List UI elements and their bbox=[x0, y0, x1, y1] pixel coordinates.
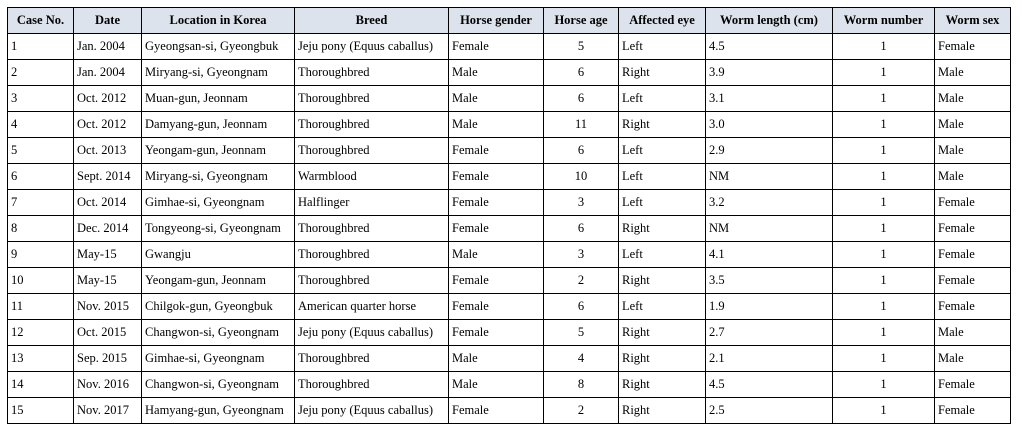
cell-date: Oct. 2014 bbox=[74, 190, 142, 216]
cell-case-no: 10 bbox=[8, 268, 74, 294]
cell-case-no: 9 bbox=[8, 242, 74, 268]
cell-worm-length: 2.1 bbox=[706, 346, 833, 372]
cell-worm-number: 1 bbox=[833, 398, 935, 424]
cell-breed: Thoroughbred bbox=[295, 216, 449, 242]
cell-breed: Jeju pony (Equus caballus) bbox=[295, 320, 449, 346]
cell-worm-sex: Male bbox=[935, 138, 1011, 164]
table-row bbox=[8, 242, 1011, 268]
cell-horse-age: 6 bbox=[544, 86, 619, 112]
cell-affected-eye: Left bbox=[619, 138, 706, 164]
cell-horse-age: 6 bbox=[544, 60, 619, 86]
cell-worm-sex: Male bbox=[935, 346, 1011, 372]
cell-case-no: 13 bbox=[8, 346, 74, 372]
cell-worm-length: 1.9 bbox=[706, 294, 833, 320]
table-row bbox=[8, 216, 1011, 242]
cell-horse-gender: Female bbox=[449, 398, 544, 424]
table-row bbox=[8, 164, 1011, 190]
cell-horse-age: 6 bbox=[544, 216, 619, 242]
cell-worm-length: NM bbox=[706, 164, 833, 190]
cell-date: Sep. 2015 bbox=[74, 346, 142, 372]
cell-date: May-15 bbox=[74, 268, 142, 294]
cell-worm-number: 1 bbox=[833, 164, 935, 190]
cell-worm-number: 1 bbox=[833, 34, 935, 60]
cell-breed: Thoroughbred bbox=[295, 112, 449, 138]
table-row bbox=[8, 86, 1011, 112]
table-row bbox=[8, 190, 1011, 216]
cell-horse-gender: Male bbox=[449, 86, 544, 112]
table-row bbox=[8, 398, 1011, 424]
cell-worm-sex: Female bbox=[935, 372, 1011, 398]
cell-horse-gender: Male bbox=[449, 112, 544, 138]
cell-worm-number: 1 bbox=[833, 320, 935, 346]
cell-case-no: 1 bbox=[8, 34, 74, 60]
cell-horse-age: 5 bbox=[544, 320, 619, 346]
cell-affected-eye: Right bbox=[619, 372, 706, 398]
cell-breed: Warmblood bbox=[295, 164, 449, 190]
column-header-breed: Breed bbox=[295, 8, 449, 34]
cell-location: Yeongam-gun, Jeonnam bbox=[142, 138, 295, 164]
cell-location: Gwangju bbox=[142, 242, 295, 268]
cell-affected-eye: Left bbox=[619, 34, 706, 60]
cell-worm-length: 3.0 bbox=[706, 112, 833, 138]
cell-horse-gender: Female bbox=[449, 268, 544, 294]
cell-horse-age: 2 bbox=[544, 268, 619, 294]
cell-affected-eye: Right bbox=[619, 398, 706, 424]
cell-case-no: 2 bbox=[8, 60, 74, 86]
column-header-horse-gender: Horse gender bbox=[449, 8, 544, 34]
cell-breed: Halflinger bbox=[295, 190, 449, 216]
column-header-date: Date bbox=[74, 8, 142, 34]
cell-location: Changwon-si, Gyeongnam bbox=[142, 372, 295, 398]
cell-worm-length: 3.1 bbox=[706, 86, 833, 112]
cell-case-no: 3 bbox=[8, 86, 74, 112]
cell-worm-sex: Female bbox=[935, 34, 1011, 60]
cell-case-no: 15 bbox=[8, 398, 74, 424]
cell-worm-number: 1 bbox=[833, 86, 935, 112]
cell-horse-age: 5 bbox=[544, 34, 619, 60]
cell-horse-gender: Male bbox=[449, 242, 544, 268]
cell-worm-number: 1 bbox=[833, 216, 935, 242]
cell-breed: Thoroughbred bbox=[295, 242, 449, 268]
cell-affected-eye: Left bbox=[619, 190, 706, 216]
cell-worm-sex: Male bbox=[935, 60, 1011, 86]
cell-location: Chilgok-gun, Gyeongbuk bbox=[142, 294, 295, 320]
cell-location: Gimhae-si, Gyeongnam bbox=[142, 346, 295, 372]
cell-horse-gender: Female bbox=[449, 164, 544, 190]
cell-worm-sex: Male bbox=[935, 86, 1011, 112]
cell-worm-sex: Male bbox=[935, 112, 1011, 138]
cell-location: Gimhae-si, Gyeongnam bbox=[142, 190, 295, 216]
table-row bbox=[8, 60, 1011, 86]
cell-location: Yeongam-gun, Jeonnam bbox=[142, 268, 295, 294]
cell-date: Oct. 2012 bbox=[74, 112, 142, 138]
cell-location: Hamyang-gun, Gyeongnam bbox=[142, 398, 295, 424]
cell-case-no: 4 bbox=[8, 112, 74, 138]
cell-worm-length: 4.1 bbox=[706, 242, 833, 268]
column-header-case-no: Case No. bbox=[8, 8, 74, 34]
cell-breed: American quarter horse bbox=[295, 294, 449, 320]
table-row bbox=[8, 112, 1011, 138]
cell-horse-age: 10 bbox=[544, 164, 619, 190]
cell-horse-age: 6 bbox=[544, 138, 619, 164]
cell-worm-length: 3.2 bbox=[706, 190, 833, 216]
cell-affected-eye: Right bbox=[619, 268, 706, 294]
cell-date: Oct. 2013 bbox=[74, 138, 142, 164]
cell-location: Miryang-si, Gyeongnam bbox=[142, 60, 295, 86]
cell-horse-gender: Male bbox=[449, 346, 544, 372]
cell-worm-length: NM bbox=[706, 216, 833, 242]
column-header-horse-age: Horse age bbox=[544, 8, 619, 34]
cell-affected-eye: Left bbox=[619, 242, 706, 268]
cell-breed: Thoroughbred bbox=[295, 138, 449, 164]
cell-worm-number: 1 bbox=[833, 346, 935, 372]
cell-affected-eye: Left bbox=[619, 164, 706, 190]
header-row bbox=[8, 8, 1011, 34]
cell-worm-sex: Female bbox=[935, 216, 1011, 242]
table-container bbox=[7, 7, 1011, 424]
cell-breed: Thoroughbred bbox=[295, 268, 449, 294]
table-body bbox=[8, 34, 1011, 424]
cell-date: Nov. 2016 bbox=[74, 372, 142, 398]
cell-location: Damyang-gun, Jeonnam bbox=[142, 112, 295, 138]
cases-table bbox=[7, 7, 1011, 424]
cell-horse-gender: Female bbox=[449, 320, 544, 346]
cell-affected-eye: Left bbox=[619, 86, 706, 112]
cell-affected-eye: Right bbox=[619, 216, 706, 242]
cell-location: Muan-gun, Jeonnam bbox=[142, 86, 295, 112]
cell-date: Oct. 2015 bbox=[74, 320, 142, 346]
cell-case-no: 12 bbox=[8, 320, 74, 346]
cell-worm-sex: Female bbox=[935, 268, 1011, 294]
cell-date: Dec. 2014 bbox=[74, 216, 142, 242]
cell-worm-length: 2.7 bbox=[706, 320, 833, 346]
cell-horse-age: 6 bbox=[544, 294, 619, 320]
cell-horse-gender: Male bbox=[449, 60, 544, 86]
cell-horse-gender: Female bbox=[449, 216, 544, 242]
cell-worm-sex: Female bbox=[935, 190, 1011, 216]
cell-location: Tongyeong-si, Gyeongnam bbox=[142, 216, 295, 242]
cell-date: Nov. 2015 bbox=[74, 294, 142, 320]
table-row bbox=[8, 268, 1011, 294]
cell-worm-length: 3.5 bbox=[706, 268, 833, 294]
cell-horse-age: 3 bbox=[544, 242, 619, 268]
column-header-worm-length: Worm length (cm) bbox=[706, 8, 833, 34]
cell-date: Nov. 2017 bbox=[74, 398, 142, 424]
cell-affected-eye: Left bbox=[619, 294, 706, 320]
cell-horse-gender: Female bbox=[449, 34, 544, 60]
cell-horse-age: 8 bbox=[544, 372, 619, 398]
cell-affected-eye: Right bbox=[619, 60, 706, 86]
table-row bbox=[8, 34, 1011, 60]
cell-horse-age: 3 bbox=[544, 190, 619, 216]
cell-horse-age: 11 bbox=[544, 112, 619, 138]
cell-case-no: 7 bbox=[8, 190, 74, 216]
cell-worm-length: 4.5 bbox=[706, 372, 833, 398]
cell-breed: Jeju pony (Equus caballus) bbox=[295, 34, 449, 60]
cell-case-no: 6 bbox=[8, 164, 74, 190]
cell-date: Oct. 2012 bbox=[74, 86, 142, 112]
cell-worm-number: 1 bbox=[833, 294, 935, 320]
cell-affected-eye: Right bbox=[619, 346, 706, 372]
column-header-affected-eye: Affected eye bbox=[619, 8, 706, 34]
cell-date: Jan. 2004 bbox=[74, 60, 142, 86]
cell-worm-length: 3.9 bbox=[706, 60, 833, 86]
cell-breed: Thoroughbred bbox=[295, 60, 449, 86]
cell-worm-number: 1 bbox=[833, 190, 935, 216]
cell-horse-age: 4 bbox=[544, 346, 619, 372]
cell-breed: Thoroughbred bbox=[295, 86, 449, 112]
cell-affected-eye: Right bbox=[619, 320, 706, 346]
column-header-worm-sex: Worm sex bbox=[935, 8, 1011, 34]
table-row bbox=[8, 320, 1011, 346]
cell-location: Miryang-si, Gyeongnam bbox=[142, 164, 295, 190]
table-row bbox=[8, 294, 1011, 320]
cell-worm-sex: Male bbox=[935, 164, 1011, 190]
table-row bbox=[8, 372, 1011, 398]
cell-worm-length: 2.5 bbox=[706, 398, 833, 424]
cell-breed: Thoroughbred bbox=[295, 346, 449, 372]
cell-location: Gyeongsan-si, Gyeongbuk bbox=[142, 34, 295, 60]
cell-breed: Jeju pony (Equus caballus) bbox=[295, 398, 449, 424]
cell-worm-sex: Female bbox=[935, 294, 1011, 320]
table-row bbox=[8, 346, 1011, 372]
cell-worm-length: 4.5 bbox=[706, 34, 833, 60]
table-header bbox=[8, 8, 1011, 34]
cell-case-no: 11 bbox=[8, 294, 74, 320]
cell-worm-sex: Male bbox=[935, 320, 1011, 346]
cell-location: Changwon-si, Gyeongnam bbox=[142, 320, 295, 346]
cell-worm-length: 2.9 bbox=[706, 138, 833, 164]
cell-worm-number: 1 bbox=[833, 268, 935, 294]
cell-date: May-15 bbox=[74, 242, 142, 268]
cell-case-no: 8 bbox=[8, 216, 74, 242]
cell-breed: Thoroughbred bbox=[295, 372, 449, 398]
cell-worm-number: 1 bbox=[833, 242, 935, 268]
cell-worm-number: 1 bbox=[833, 372, 935, 398]
cell-worm-sex: Female bbox=[935, 242, 1011, 268]
table-row bbox=[8, 138, 1011, 164]
cell-horse-gender: Female bbox=[449, 138, 544, 164]
cell-worm-sex: Female bbox=[935, 398, 1011, 424]
cell-worm-number: 1 bbox=[833, 60, 935, 86]
cell-date: Sept. 2014 bbox=[74, 164, 142, 190]
cell-horse-gender: Female bbox=[449, 190, 544, 216]
cell-horse-age: 2 bbox=[544, 398, 619, 424]
cell-horse-gender: Female bbox=[449, 294, 544, 320]
cell-worm-number: 1 bbox=[833, 138, 935, 164]
cell-case-no: 5 bbox=[8, 138, 74, 164]
column-header-worm-number: Worm number bbox=[833, 8, 935, 34]
cell-worm-number: 1 bbox=[833, 112, 935, 138]
cell-affected-eye: Right bbox=[619, 112, 706, 138]
cell-case-no: 14 bbox=[8, 372, 74, 398]
cell-horse-gender: Male bbox=[449, 372, 544, 398]
cell-date: Jan. 2004 bbox=[74, 34, 142, 60]
column-header-location: Location in Korea bbox=[142, 8, 295, 34]
